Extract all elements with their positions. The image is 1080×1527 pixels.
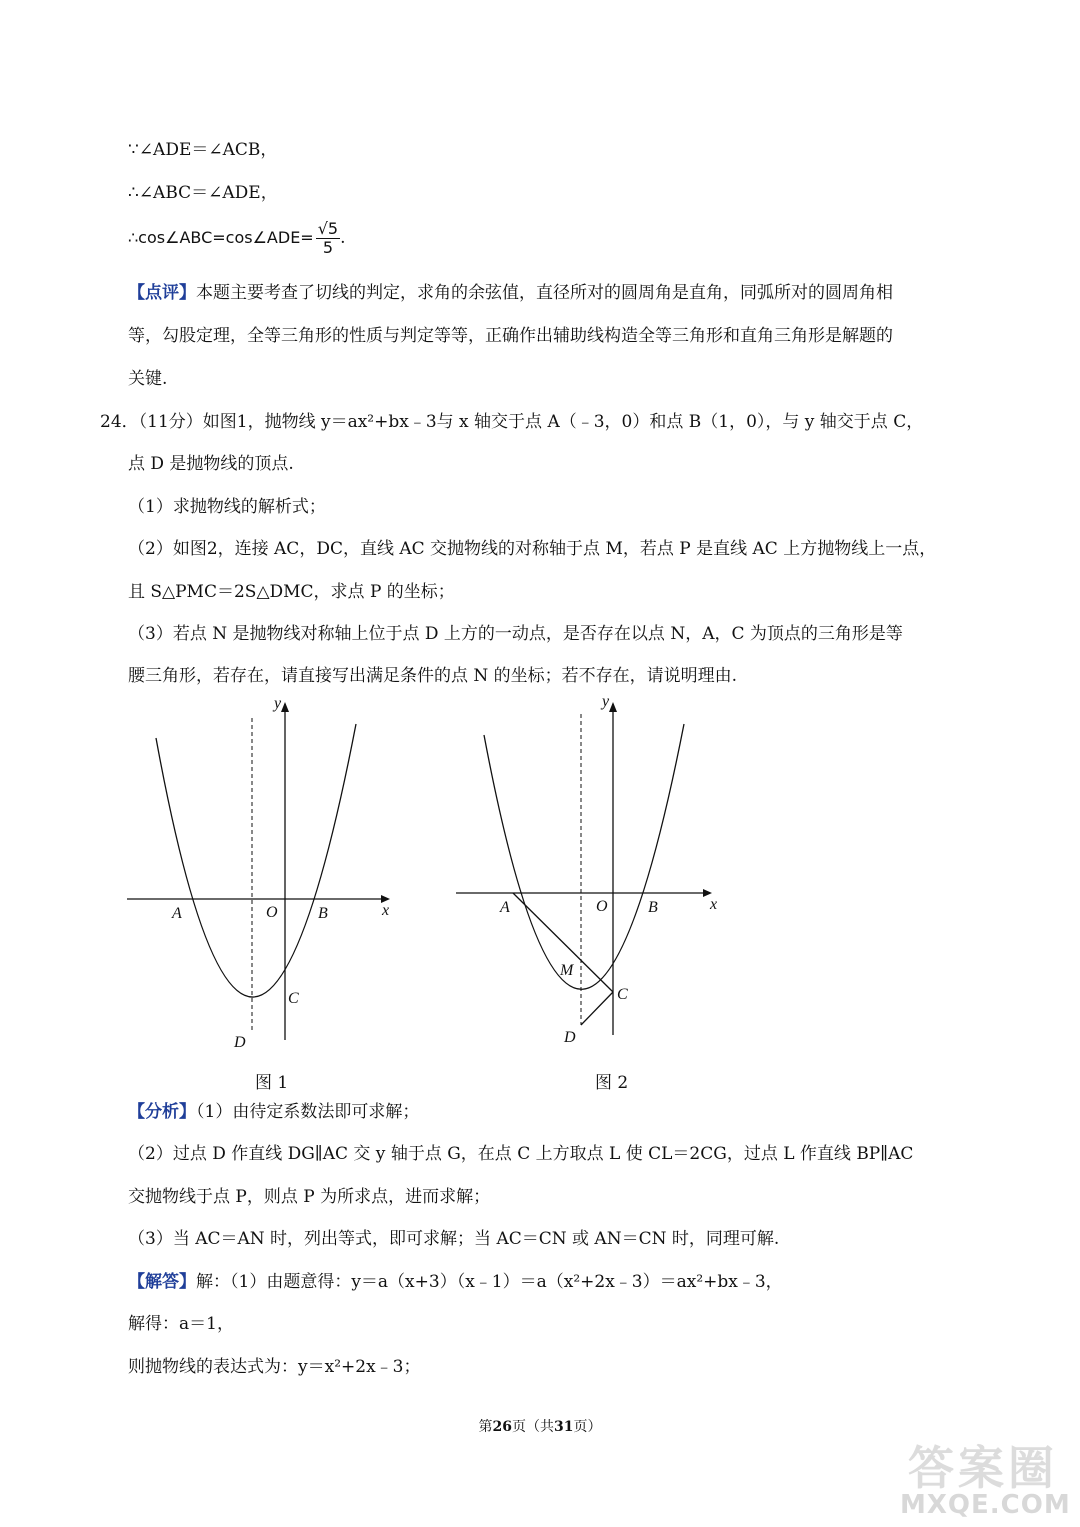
proof-line-1: ∵∠ADE＝∠ACB， xyxy=(128,140,278,160)
sqrt5-over-5-fraction xyxy=(316,220,340,257)
answer-tag: 【解答】 xyxy=(128,1272,196,1292)
review-line-1 xyxy=(128,282,893,304)
fig2-y-arrow xyxy=(609,702,617,712)
figure-1-caption: 图 1 xyxy=(255,1073,289,1093)
question-part-3b: 腰三角形，若存在，请直接写出满足条件的点 N 的坐标；若不存在，请说明理由. xyxy=(128,666,738,686)
analysis-line-1 xyxy=(128,1101,419,1123)
answer-line-2: 解得：a＝1， xyxy=(128,1314,234,1334)
footer-page-number: 26 xyxy=(492,1419,512,1435)
answer-text-1: 解：（1）由题意得：y＝a（x+3）（x﹣1）＝a（x²+2x﹣3）＝ax²+bx﹣3， xyxy=(196,1272,783,1292)
question-part-2b: 且 S△PMC＝2S△DMC，求点 P 的坐标； xyxy=(128,582,455,602)
fig1-label-x: x xyxy=(382,902,390,919)
fig2-label-C: C xyxy=(617,986,628,1003)
fig2-label-y: y xyxy=(602,693,610,710)
fig1-label-B: B xyxy=(318,905,328,922)
fig1-parabola xyxy=(156,724,356,997)
fig2-label-D: D xyxy=(564,1029,576,1046)
fig1-y-arrow xyxy=(281,702,289,712)
fig1-label-C: C xyxy=(288,990,299,1007)
footer-post: 页） xyxy=(573,1419,602,1435)
fig2-label-x: x xyxy=(710,896,718,913)
figure-2-svg xyxy=(450,690,740,1060)
watermark-cn: 答案圈 xyxy=(908,1441,1058,1495)
fig2-label-A: A xyxy=(500,899,510,916)
proof-line-2: ∴∠ABC＝∠ADE， xyxy=(128,183,278,203)
question-line-1: 24．（11分）如图1，抛物线 y＝ax²+bx﹣3与 x 轴交于点 A（﹣3，0）和点 B（1，0），与 y 轴交于点 C， xyxy=(100,412,924,432)
proof-line-3 xyxy=(128,220,346,257)
question-part-2a: （2）如图2，连接 AC，DC，直线 AC 交抛物线的对称轴于点 M，若点 P 是直线 AC 上方抛物线上一点， xyxy=(128,539,937,559)
proof-line-3-end: . xyxy=(340,228,346,248)
fig1-label-A: A xyxy=(172,905,182,922)
fig1-label-D: D xyxy=(234,1034,246,1051)
review-text-1: 本题主要考查了切线的判定，求角的余弦值，直径所对的圆周角是直角，同弧所对的圆周角相 xyxy=(196,283,893,303)
footer-page-total: 31 xyxy=(554,1419,574,1435)
answer-line-3: 则抛物线的表达式为：y＝x²+2x﹣3； xyxy=(128,1357,421,1377)
watermark-url: MXQE.COM xyxy=(900,1490,1071,1520)
fraction-numerator: √5 xyxy=(317,219,339,238)
question-part-1: （1）求抛物线的解析式； xyxy=(128,497,326,517)
figure-2-caption: 图 2 xyxy=(595,1073,629,1093)
fig1-label-O: O xyxy=(266,904,278,921)
fig1-label-y: y xyxy=(274,695,282,712)
fig2-line-DC xyxy=(581,992,613,1025)
question-line-2: 点 D 是抛物线的顶点. xyxy=(128,454,294,474)
proof-line-3-text: ∴cos∠ABC=cos∠ADE= xyxy=(128,228,314,247)
fraction-denominator: 5 xyxy=(322,238,333,257)
figure-1-svg xyxy=(120,690,410,1060)
fig2-parabola xyxy=(484,724,684,989)
fig2-label-O: O xyxy=(596,898,608,915)
question-part-3a: （3）若点 N 是抛物线对称轴上位于点 D 上方的一动点，是否存在以点 N，A，C 为顶点的三角形是等 xyxy=(128,624,903,644)
analysis-text-1: （1）由待定系数法即可求解； xyxy=(196,1102,420,1122)
review-line-2: 等，勾股定理，全等三角形的性质与判定等等，正确作出辅助线构造全等三角形和直角三角形是解题的 xyxy=(128,326,893,346)
answer-line-1 xyxy=(128,1271,783,1293)
analysis-line-3: 交抛物线于点 P，则点 P 为所求点，进而求解； xyxy=(128,1187,491,1207)
analysis-line-4: （3）当 AC＝AN 时，列出等式，即可求解；当 AC＝CN 或 AN＝CN 时，同理可解. xyxy=(128,1229,780,1249)
fig2-label-M: M xyxy=(560,962,574,979)
review-line-3: 关键. xyxy=(128,369,168,389)
fig2-label-B: B xyxy=(648,899,658,916)
footer-mid: 页（共 xyxy=(512,1419,554,1435)
figure-1 xyxy=(120,690,410,1064)
analysis-line-2: （2）过点 D 作直线 DG∥AC 交 y 轴于点 G，在点 C 上方取点 L 使 CL＝2CG，过点 L 作直线 BP∥AC xyxy=(128,1144,914,1164)
analysis-tag: 【分析】 xyxy=(128,1102,196,1122)
figure-2 xyxy=(450,690,740,1064)
review-tag: 【点评】 xyxy=(128,283,196,303)
footer-pre: 第 xyxy=(478,1419,493,1435)
